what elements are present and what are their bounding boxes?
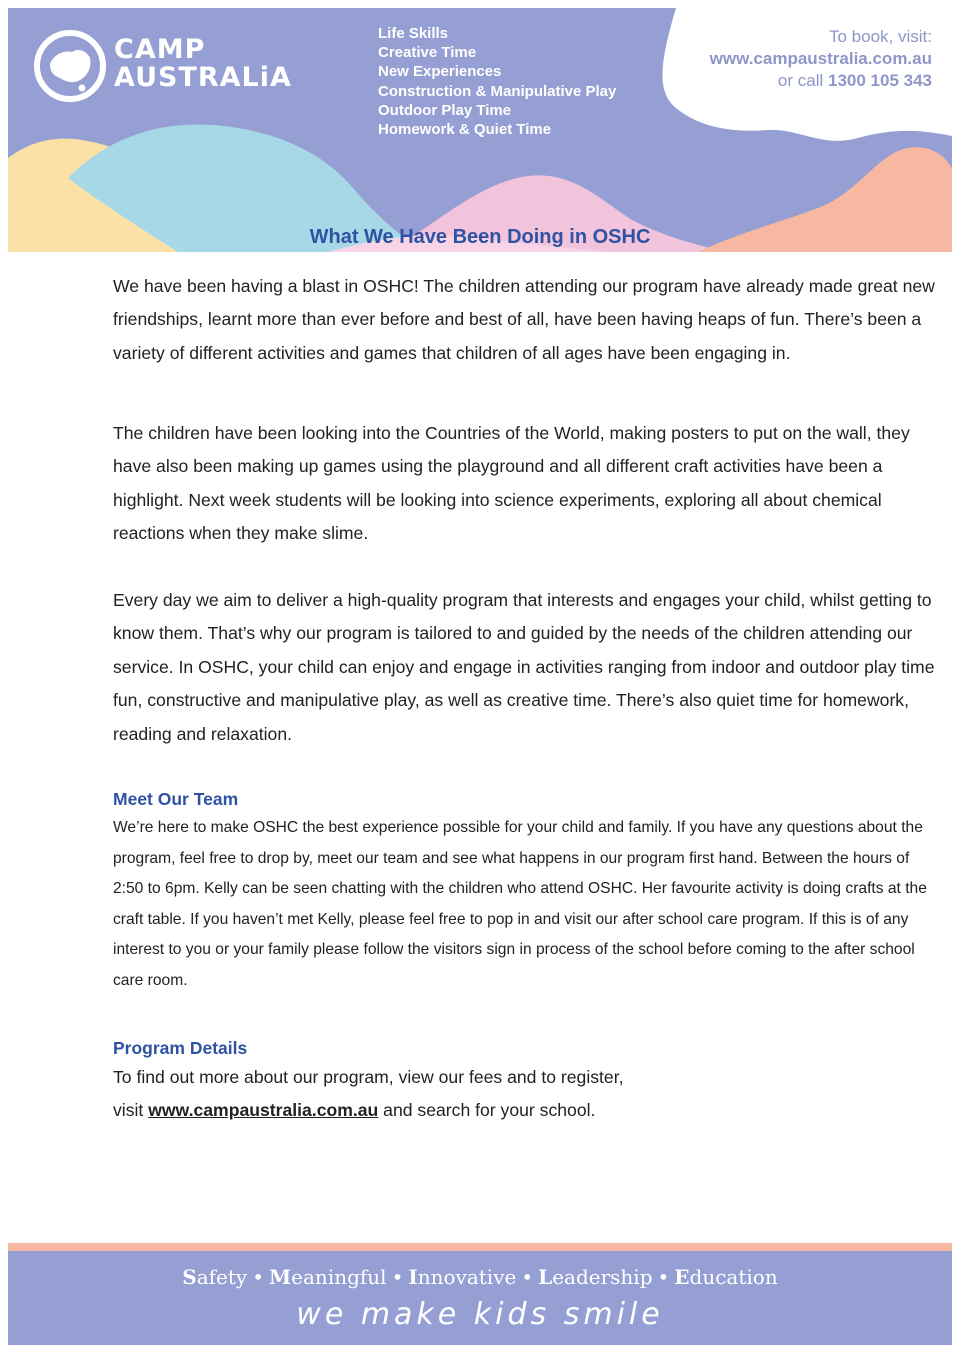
team-text: We’re here to make OSHC the best experience possible for your child and family. If you have any questions about the program, feel free to drop by, meet our team and see what happens in our program first hand. Between the hours of 2:50 to 6pm. Kelly can be seen chatting with the children who attend OSHC. Her favourite activity is doing crafts at the craft table. If you haven’t met Kelly, please feel free to pop in and visit our after school care program. If this is of any interest to you or your family please follow the visitors sign in process of the school before coming to the after school care room. — [113, 819, 927, 989]
program-website-link[interactable]: www.campaustralia.com.au — [148, 1100, 379, 1121]
australia-map-icon — [34, 30, 106, 102]
camp-australia-logo — [34, 30, 292, 110]
program-search-text: and search for your school. — [378, 1100, 596, 1121]
program-text — [113, 1061, 943, 1128]
footer-banner — [8, 1251, 952, 1345]
value-separator: • — [391, 1265, 404, 1289]
program-line1: To find out more about our program, view our fees and to register, — [113, 1067, 624, 1087]
value-safety: Safety — [182, 1265, 248, 1289]
feature-item: Creative Time — [378, 44, 477, 62]
booking-info — [710, 26, 932, 92]
feature-item: Construction & Manipulative Play — [378, 82, 617, 100]
paragraph-3-block — [113, 584, 943, 751]
booking-label: To book, visit: — [829, 27, 932, 46]
paragraph-2: The children have been looking into the Countries of the World, making posters to put on the wall, they have also been making up games using the playground and all different craft activities have been a highlight. Next week students will be looking into science experiments, exploring all about chemical reactions when they make slime. — [113, 423, 910, 544]
tagline: we make kids smile — [296, 1297, 664, 1332]
company-values — [8, 1265, 952, 1289]
paragraph-1: We have been having a blast in OSHC! The children attending our program have already made great new friendships, learnt more than ever before and best of all, have been having heaps of fun. There’s been a variety of different activities and games that children of all ages have been engaging in. — [113, 276, 935, 363]
feature-item: Homework & Quiet Time — [378, 121, 552, 139]
logo-word-camp: CAMP — [114, 34, 206, 65]
value-separator: • — [252, 1265, 265, 1289]
team-section — [113, 789, 943, 996]
paragraph-2-block — [113, 417, 943, 551]
program-heading: Program Details — [113, 1038, 248, 1058]
logo-word-australia: AUSTRALiA — [114, 62, 292, 93]
paragraph-3: Every day we aim to deliver a high-quality program that interests and engages your child, whilst getting to know them. That’s why our program is tailored to and guided by the needs of the children attending our service. In OSHC, your child can enjoy and engage in activities ranging from indoor and outdoor play time fun, constructive and manipulative play, as well as creative time. There’s also quiet time for homework, reading and relaxation. — [113, 590, 935, 744]
booking-phone[interactable]: 1300 105 343 — [828, 71, 932, 90]
feature-item: Outdoor Play Time — [378, 101, 512, 119]
feature-list — [378, 24, 616, 139]
booking-call — [710, 70, 932, 92]
logo-wordmark — [114, 36, 292, 92]
value-leadership: Leadership — [538, 1265, 653, 1289]
booking-call-label: or call — [777, 71, 828, 90]
feature-item: Life Skills — [378, 25, 449, 42]
feature-item: New Experiences — [378, 63, 502, 81]
footer-stripe — [8, 1243, 952, 1251]
team-heading: Meet Our Team — [113, 789, 239, 809]
value-separator: • — [657, 1265, 670, 1289]
booking-url-link[interactable]: www.campaustralia.com.au — [709, 49, 932, 68]
program-visit-label: visit — [113, 1100, 149, 1121]
value-separator: • — [521, 1265, 534, 1289]
value-education: Education — [674, 1265, 778, 1289]
value-meaningful: Meaningful — [269, 1265, 387, 1289]
page-title: What We Have Been Doing in OSHC — [309, 226, 651, 248]
paragraph-1-block — [113, 270, 943, 370]
value-innovative: Innovative — [408, 1265, 517, 1289]
header-banner — [8, 8, 952, 252]
program-section — [113, 1038, 943, 1128]
